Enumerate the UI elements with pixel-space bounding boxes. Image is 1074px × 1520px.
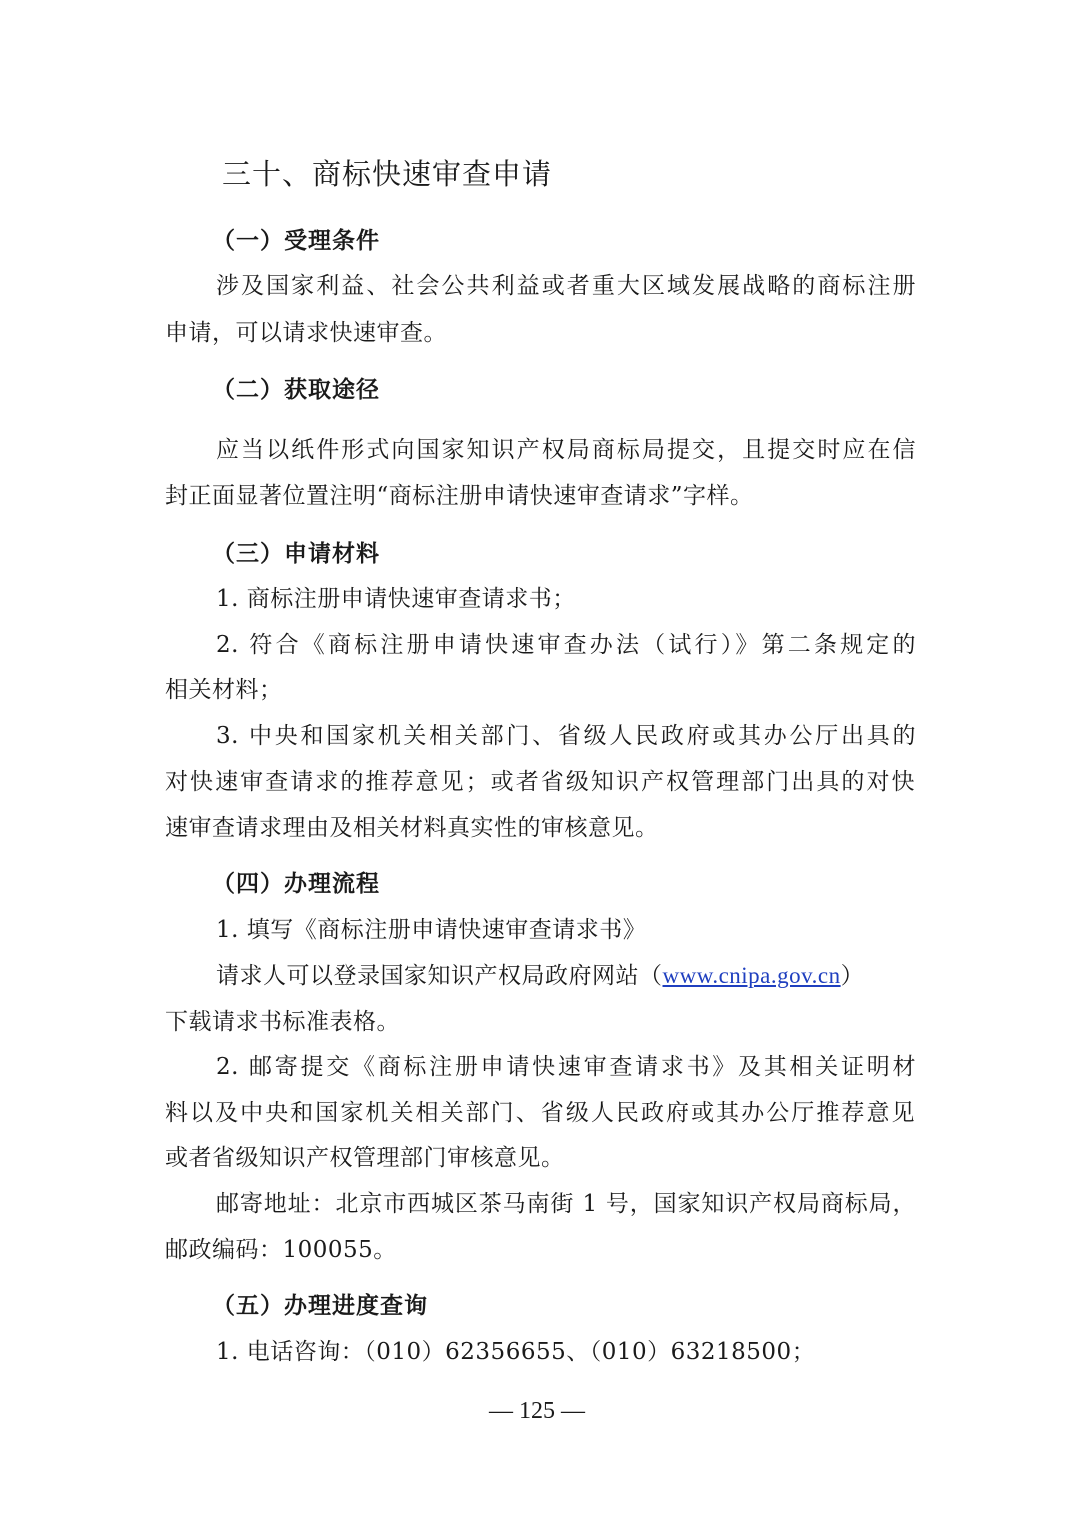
list-item-continuation: 或者省级知识产权管理部门审核意见。: [165, 1145, 565, 1171]
paragraph-text: 请求人可以登录国家知识产权局政府网站（: [216, 963, 663, 989]
section-heading-progress-query: （五）办理进度查询: [212, 1292, 428, 1319]
cnipa-website-link[interactable]: www.cnipa.gov.cn: [662, 963, 841, 988]
section-heading-process: （四）办理流程: [212, 870, 380, 897]
paragraph-line: 下载请求书标准表格。: [165, 1009, 400, 1035]
paragraph-line: 封正面显著位置注明“商标注册申请快速审查请求”字样。: [165, 483, 754, 509]
list-item: 1. 商标注册申请快速审查请求书；: [216, 586, 576, 612]
paragraph-line: [216, 960, 916, 992]
list-item: 1. 填写《商标注册申请快速审查请求书》: [216, 917, 647, 943]
list-item-continuation: 相关材料；: [165, 677, 283, 703]
list-item-continuation: 速审查请求理由及相关材料真实性的审核意见。: [165, 815, 659, 841]
page-title: 三十、商标快速审查申请: [222, 157, 553, 191]
paragraph-line: 申请，可以请求快速审查。: [165, 320, 447, 346]
section-heading-materials: （三）申请材料: [212, 540, 380, 567]
list-item-continuation: 对快速审查请求的推荐意见；或者省级知识产权管理部门出具的对快: [165, 769, 915, 795]
mailing-address: 邮寄地址：北京市西城区茶马南街 1 号，国家知识产权局商标局，: [216, 1191, 916, 1217]
list-item: 3. 中央和国家机关相关部门、省级人民政府或其办公厅出具的: [216, 723, 916, 749]
paragraph-line: 应当以纸件形式向国家知识产权局商标局提交，且提交时应在信: [216, 437, 916, 463]
paragraph-line: 涉及国家利益、社会公共利益或者重大区域发展战略的商标注册: [216, 273, 916, 299]
list-item-continuation: 料以及中央和国家机关相关部门、省级人民政府或其办公厅推荐意见: [165, 1100, 915, 1126]
page-number: — 125 —: [489, 1398, 585, 1424]
section-heading-acceptance: （一）受理条件: [212, 227, 380, 254]
list-item: 2. 邮寄提交《商标注册申请快速审查请求书》及其相关证明材: [216, 1054, 916, 1080]
list-item: 2. 符合《商标注册申请快速审查办法（试行）》第二条规定的: [216, 632, 916, 658]
paragraph-text: ）: [840, 963, 865, 989]
postal-code: 邮政编码：100055。: [165, 1237, 397, 1263]
phone-inquiry: 1. 电话咨询：（010）62356655、（010）63218500；: [216, 1339, 816, 1365]
section-heading-access: （二）获取途径: [212, 376, 380, 403]
